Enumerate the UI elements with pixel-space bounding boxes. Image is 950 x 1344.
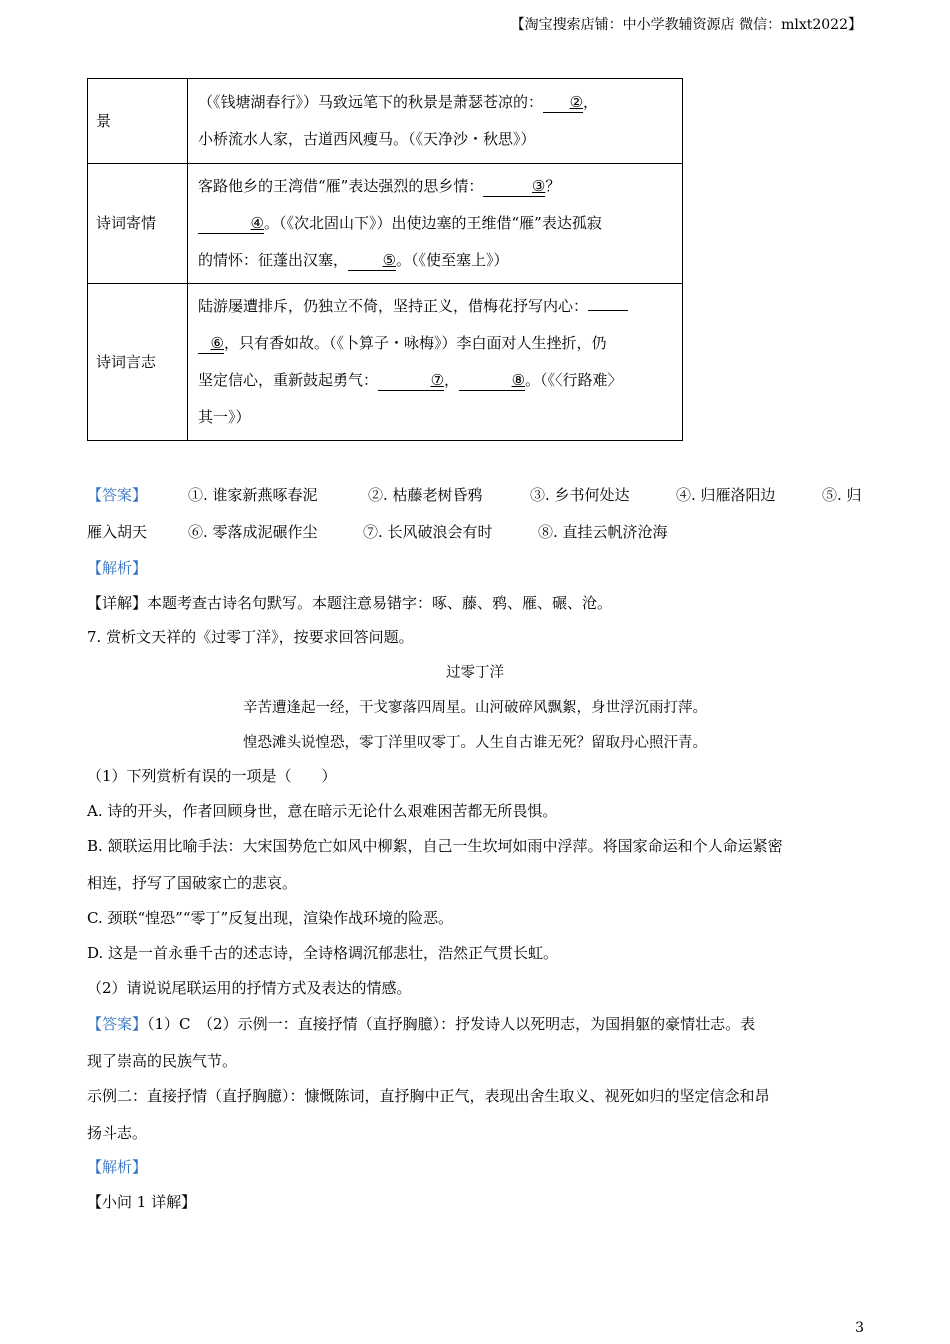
analysis-tag: 【解析】	[87, 1158, 148, 1176]
sub-question-2: （2）请说说尾联运用的抒情方式及表达的情感。	[87, 979, 412, 997]
answer-tag: 【答案】	[87, 1015, 148, 1033]
row-content: （《钱塘湖春行》）马致远笔下的秋景是萧瑟苍凉的： ②， 小桥流水人家，古道西风瘦马。（《天净沙・秋思》）	[188, 79, 683, 164]
sub-question-1: （1）下列赏析有误的一项是（ ）	[87, 767, 337, 785]
option-b-cont: 相连，抒写了国破家亡的悲哀。	[87, 874, 298, 892]
analysis-tag: 【解析】	[87, 559, 148, 577]
fill-blank: ⑥	[198, 333, 224, 354]
row-category: 诗词寄情	[88, 164, 188, 284]
row-content: 客路他乡的王湾借“雁”表达强烈的思乡情： ③？ ④。（《次北固山下》）出使边塞的王维借“雁”表达孤寂 的情怀：征蓬出汉塞， ⑤。（《使至塞上》）	[188, 164, 683, 284]
answer-item: ②. 枯藤老树昏鸦	[368, 486, 483, 504]
table-row	[88, 284, 683, 441]
option-a: A. 诗的开头，作者回顾身世，意在暗示无论什么艰难困苦都无所畏惧。	[87, 802, 558, 820]
answer-item: 雁入胡天	[87, 523, 148, 541]
fill-blank: ④	[198, 213, 264, 234]
row-text: （《钱塘湖春行》）马致远笔下的秋景是萧瑟苍凉的：	[198, 93, 544, 111]
fill-blank: ⑤	[348, 250, 396, 271]
poetry-table	[87, 78, 683, 441]
option-b: B. 颔联运用比喻手法：大宋国势危亡如风中柳絮，自己一生坎坷如雨中浮萍。将国家命运和个人命运紧密	[87, 837, 783, 855]
page-header: 【淘宝搜索店铺：中小学教辅资源店 微信：mlxt2022】	[510, 17, 862, 33]
fill-blank: ②	[543, 92, 583, 113]
answer-tag: 【答案】	[87, 486, 148, 504]
answer-item: ⑥. 零落成泥碾作尘	[188, 523, 318, 541]
fill-blank: ③	[483, 176, 545, 197]
question-7: 7. 赏析文天祥的《过零丁洋》，按要求回答问题。	[87, 628, 414, 646]
row-content: 陆游屡遭排斥，仍独立不倚，坚持正义，借梅花抒写内心： ⑥，只有香如故。（《卜算子・咏梅》）李白面对人生挫折，仍 坚定信心，重新鼓起勇气： ⑦， ⑧。（《〈行路难〉 其一》）	[188, 284, 683, 441]
row-category: 景	[88, 79, 188, 164]
fill-blank	[588, 310, 628, 311]
answer-line: 【答案】（1）C （2）示例一：直接抒情（直抒胸臆）：抒发诗人以死明志，为国捐躯的豪情壮志。表	[87, 1015, 756, 1033]
fill-blank: ⑧	[459, 370, 525, 391]
table-row	[88, 164, 683, 284]
answer-text: 现了崇高的民族气节。	[87, 1052, 238, 1070]
answer-line	[87, 484, 147, 505]
fill-blank: ⑦	[378, 370, 444, 391]
answer-item: ③. 乡书何处达	[530, 486, 630, 504]
poem-line: 惶恐滩头说惶恐，零丁洋里叹零丁。人生自古谁无死？留取丹心照汗青。	[243, 735, 707, 751]
poem-line: 辛苦遭逢起一经，干戈寥落四周星。山河破碎风飘絮，身世浮沉雨打萍。	[243, 700, 707, 716]
answer-text: 示例二：直接抒情（直抒胸臆）：慷慨陈词，直抒胸中正气，表现出舍生取义、视死如归的坚定信念和昂	[87, 1087, 770, 1105]
table-row	[88, 79, 683, 164]
answer-item: ⑤. 归	[822, 486, 862, 504]
page-number: 3	[855, 1320, 864, 1336]
row-text: 小桥流水人家，古道西风瘦马。（《天净沙・秋思》）	[198, 130, 536, 148]
answer-text: 扬斗志。	[87, 1124, 148, 1142]
detail-heading: 【小问 1 详解】	[87, 1193, 197, 1211]
answer-item: ④. 归雁洛阳边	[676, 486, 776, 504]
answer-item: ⑧. 直挂云帆济沧海	[538, 523, 668, 541]
option-c: C. 颈联“惶恐”“零丁”反复出现，渲染作战环境的险恶。	[87, 909, 454, 927]
detail-text: 【详解】本题考查古诗名句默写。本题注意易错字：啄、藤、鸦、雁、碾、沧。	[87, 594, 613, 612]
row-category: 诗词言志	[88, 284, 188, 441]
answer-item: ①. 谁家新燕啄春泥	[188, 486, 318, 504]
option-d: D. 这是一首永垂千古的述志诗，全诗格调沉郁悲壮，浩然正气贯长虹。	[87, 944, 559, 962]
poem-title: 过零丁洋	[446, 665, 504, 681]
answer-item: ⑦. 长风破浪会有时	[363, 523, 493, 541]
